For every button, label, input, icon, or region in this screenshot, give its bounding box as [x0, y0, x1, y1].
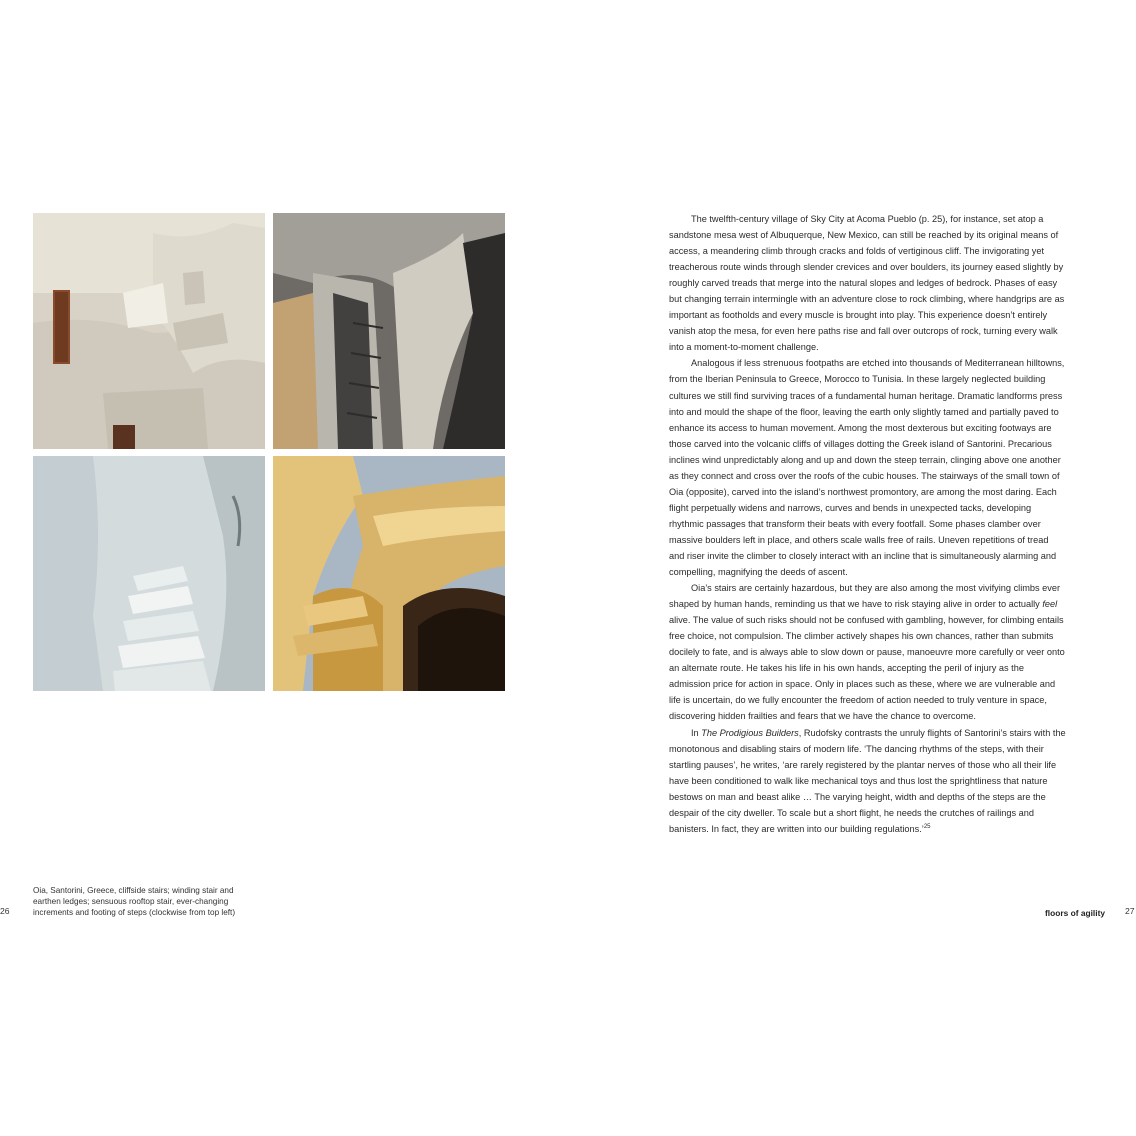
photo-caption	[33, 885, 248, 919]
paragraph-oia-text-2: alive. The value of such risks should not be confused with gambling, however, for climbing entails free choice, not compulsion. The climber actively shapes his own chances, rather than submits docilely to fate, and is always able to slow down or pause, manoeuvre more carefully or veer onto an alternate route. He takes his life in his own hands, accepting the peril of injury as the admission price for action in space. Only in places such as these, where we are vulnerable and life is uncertain, do we fully encounter the freedom of action needed to truly venture in space, discovering hidden frailties and fears that we have the chance to overcome.	[669, 615, 1065, 722]
running-head: floors of agility	[1045, 908, 1106, 918]
caption-line: Oia, Santorini, Greece, cliffside stairs; winding stair and	[33, 886, 234, 895]
paragraph-mediterranean: Analogous if less strenuous footpaths are etched into thousands of Mediterranean hilltowns, from the Iberian Peninsula to Greece, Morocco to Tunisia. In these largely neglected building cultures we still find surviving traces of a fundamental human heritage. Dramatic landforms press into and mould the shape of the floor, leaving the earth only slightly tamed and partially paved to enhance its access to human movement. Among the most dexterous but exciting footways are those carved into the volcanic cliffs of villages dotting the Greek island of Santorini. Precarious inclines wind unpredictably along and up and down the steep terrain, clinging above one another as they connect and cross over the roofs of the cubic houses. The stairways of the small town of Oia (opposite), carved into the island’s northwest promontory, are among the most daring. Each flight perpetually widens and narrows, curves and bends in unexpected tacks, developing rhythmic passages that transform their beats with every footfall. Some phases clamber over massive boulders left in place, and others scale walls free of rails. Uneven repetitions of tread and riser invite the climber to closely interact with an incline that is simultaneously alarming and compelling, magnifying the deeds of ascent.	[669, 358, 1065, 578]
paragraph-rudofsky	[669, 725, 1066, 837]
caption-line: increments and footing of steps (clockwise from top left)	[33, 908, 236, 918]
body-text	[669, 211, 1066, 837]
footnote-ref: 25	[923, 823, 931, 830]
left-page-number: 26	[0, 906, 10, 916]
caption-line: earthen ledges; sensuous rooftop stair, ever-changing	[33, 897, 229, 907]
right-page-number: 27	[1125, 906, 1135, 916]
paragraph-rudofsky-text-2: , Rudofsky contrasts the unruly flights of Santorini’s stairs with the monotonous and disabling stairs of modern life. ‘The dancing rhythms of the steps, with their startling pauses’, he writes, ‘are rarely registered by the plantar nerves of those who all their life have been conditioned to walk like mechanical toys and thus lost the sprightliness that nature bestows on man and beast alike … The varying height, width and depths of the steps are the despair of the city dweller. To scale but a short flight, he needs the crutches of railings and banisters. In fact, they are written into our building regulations.’	[669, 727, 1066, 834]
paragraph-oia-emphasis: feel	[1042, 599, 1058, 610]
book-title: The Prodigious Builders	[701, 727, 799, 738]
paragraph-rudofsky-text-1: In	[691, 727, 702, 738]
paragraph-oia	[669, 580, 1066, 724]
paragraph-oia-text-1: Oia’s stairs are certainly hazardous, but they are also among the most vivifying climbs ever shaped by human hands, reminding us that we have to risk staying alive in order to actually	[669, 583, 1061, 610]
photo-whitewashed-stair	[33, 456, 265, 691]
photo-winding-stair-rock	[273, 213, 505, 449]
photo-ochre-rooftop-stair	[273, 456, 505, 691]
paragraph-acoma: The twelfth-century village of Sky City at Acoma Pueblo (p. 25), for instance, set atop a sandstone mesa west of Albuquerque, New Mexico, can still be reached by its original means of access, a meandering climb through cracks and folds of vertiginous cliff. The invigorating yet treacherous route winds through slender crevices and over boulders, its journey eased slightly by roughly carved treads that merge into the natural slopes and ledges of bedrock. Phases of easy but changing terrain intermingle with an adventure close to rock climbing, where handgrips are as important as footholds and every muscle is brought into play. This experience doesn’t entirely vanish atop the mesa, for even here paths rise and fall over outcrops of rock, turning every walk into a moment-to-moment challenge.	[669, 214, 1065, 353]
photo-white-wall-steps	[33, 213, 265, 449]
